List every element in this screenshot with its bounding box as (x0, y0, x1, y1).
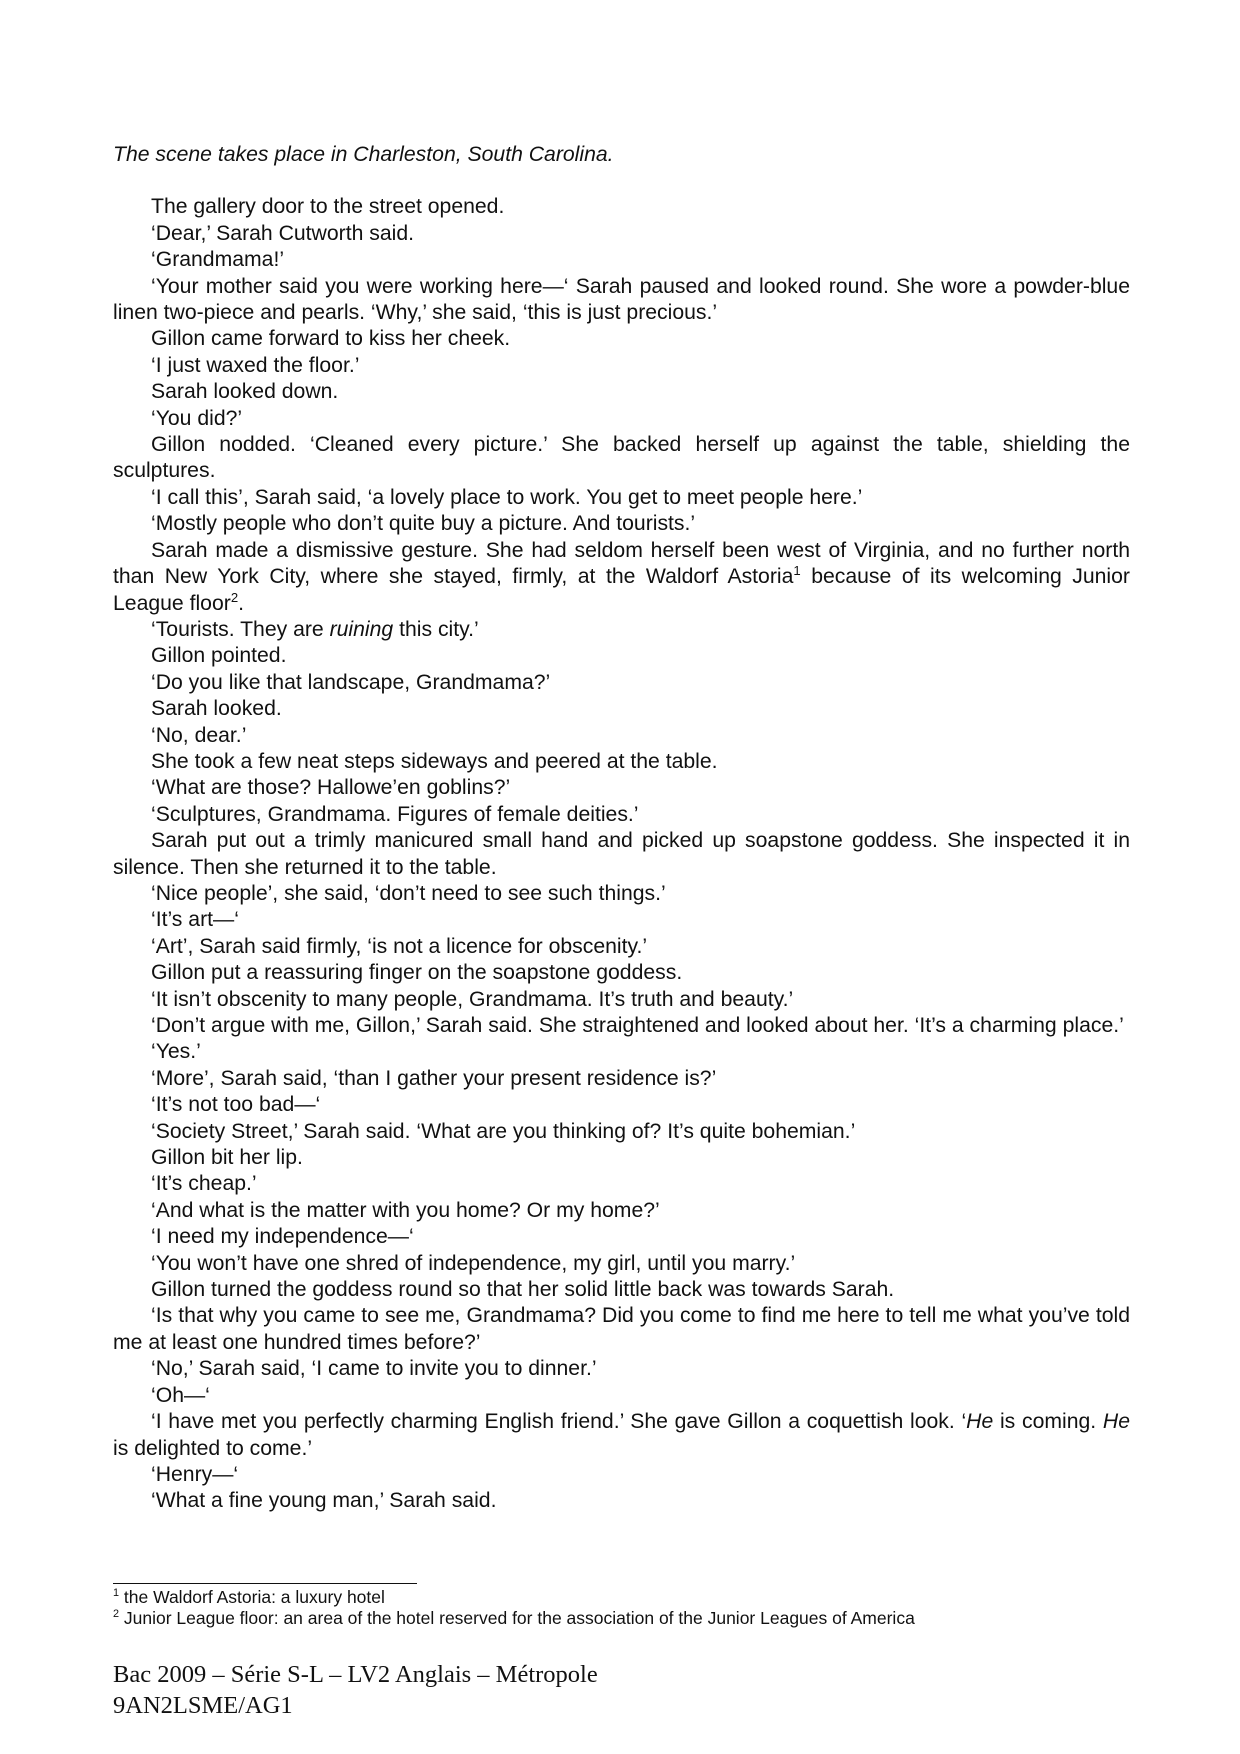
text-run: is coming. (993, 1410, 1103, 1434)
text-run: ‘It isn’t obscenity to many people, Grandmama. It’s truth and beauty.’ (151, 987, 794, 1011)
scene-intro: The scene takes place in Charleston, South Carolina. (113, 143, 614, 166)
paragraph (113, 960, 1130, 986)
text-run: ‘More’, Sarah said, ‘than I gather your present residence is?’ (151, 1066, 717, 1090)
paragraph (113, 1488, 1130, 1514)
text-run: ‘Sculptures, Grandmama. Figures of female deities.’ (151, 802, 639, 826)
paragraph (113, 987, 1130, 1013)
main-text (113, 142, 1130, 1515)
text-run: ‘Mostly people who don’t quite buy a picture. And tourists.’ (151, 512, 696, 536)
text-run: Sarah made a dismissive gesture. She had seldom herself been west of Virginia, and no further north than New York City, where she stayed, firmly, at the Waldorf Astoria (113, 538, 1130, 589)
text-run: ‘Nice people’, she said, ‘don’t need to see such things.’ (151, 881, 666, 905)
text-run: Gillon put a reassuring finger on the soapstone goddess. (151, 961, 683, 985)
text-run: Gillon pointed. (151, 644, 287, 668)
paragraph (113, 802, 1130, 828)
exam-code: 9AN2LSME/AG1 (113, 1692, 293, 1719)
exam-title: Bac 2009 – Série S-L – LV2 Anglais – Métropole (113, 1661, 598, 1688)
text-run: Sarah looked down. (151, 380, 339, 404)
text-run: ‘I just waxed the floor.’ (151, 353, 360, 377)
paragraph (113, 775, 1130, 801)
paragraph (113, 353, 1130, 379)
paragraph (113, 1171, 1130, 1197)
paragraph (113, 881, 1130, 907)
footnote-divider (113, 1583, 417, 1584)
text-run: ‘Dear,’ Sarah Cutworth said. (151, 221, 415, 245)
paragraph (113, 907, 1130, 933)
emphasis: ruining (329, 617, 394, 641)
footnote-text: Junior League floor: an area of the hotel reserved for the association of the Junior Leagues of America (119, 1608, 915, 1628)
text-run: Sarah looked. (151, 697, 282, 721)
text-run: Gillon nodded. ‘Cleaned every picture.’ She backed herself up against the table, shielding the sculptures. (113, 433, 1130, 483)
paragraph (113, 617, 1130, 643)
text-run: ‘Society Street,’ Sarah said. ‘What are you thinking of? It’s quite bohemian.’ (151, 1119, 856, 1143)
text-run: ‘Yes.’ (151, 1040, 201, 1064)
paragraph (113, 511, 1130, 537)
text-run: ‘It’s art—‘ (151, 908, 239, 932)
paragraph (113, 538, 1130, 617)
footnote-ref-2: 2 (230, 589, 239, 605)
text-run: Gillon came forward to kiss her cheek. (151, 327, 511, 351)
text-run: because of its welcoming Junior League floor (113, 565, 1130, 615)
footnotes (113, 1587, 1130, 1629)
paragraph (113, 643, 1130, 669)
text-run: ‘What a fine young man,’ Sarah said. (151, 1489, 497, 1513)
emphasis: He (966, 1410, 994, 1434)
footnote-number: 2 (113, 1608, 120, 1621)
text-run: ‘Grandmama!’ (151, 248, 285, 272)
text-run: Sarah put out a trimly manicured small hand and picked up soapstone goddess. She inspected it in silence. Then she returned it to the table. (113, 829, 1130, 879)
text-run: ‘Tourists. They are (151, 617, 330, 641)
paragraph (113, 1303, 1130, 1356)
paragraph (113, 247, 1130, 273)
text-run: is delighted to come.’ (113, 1436, 313, 1460)
paragraph (113, 406, 1130, 432)
text-run: ‘Henry—‘ (151, 1462, 239, 1486)
paragraph (113, 326, 1130, 352)
paragraph (113, 723, 1130, 749)
paragraph (113, 749, 1130, 775)
paragraph (113, 696, 1130, 722)
paragraph (113, 828, 1130, 881)
paragraph (113, 1119, 1130, 1145)
paragraph (113, 1383, 1130, 1409)
text-run: ‘Don’t argue with me, Gillon,’ Sarah said. She straightened and looked about her. ‘It’s a charming place.’ (151, 1014, 1124, 1037)
page-footer (113, 1659, 1013, 1721)
text-run: ‘Is that why you came to see me, Grandmama? Did you come to find me here to tell me what you’ve told me at least one hundred times before?’ (113, 1304, 1130, 1354)
paragraph (113, 1462, 1130, 1488)
text-run: ‘What are those? Hallowe’en goblins?’ (151, 776, 511, 800)
paragraph (113, 432, 1130, 485)
paragraph (113, 485, 1130, 511)
text-run: Gillon bit her lip. (151, 1146, 303, 1170)
footnote-number: 1 (113, 1587, 120, 1600)
paragraph (113, 221, 1130, 247)
paragraph (113, 1092, 1130, 1118)
paragraph (113, 1277, 1130, 1303)
text-run: . (238, 591, 245, 615)
text-run: ‘I need my independence—‘ (151, 1225, 414, 1249)
footnote-2 (113, 1608, 1130, 1629)
paragraph (113, 194, 1130, 220)
paragraph (113, 1039, 1130, 1065)
text-run: ‘No, dear.’ (151, 723, 247, 747)
footnote-text: the Waldorf Astoria: a luxury hotel (119, 1587, 385, 1607)
paragraph (113, 1145, 1130, 1171)
text-run: ‘And what is the matter with you home? Or my home?’ (151, 1198, 660, 1222)
paragraph (113, 274, 1130, 327)
paragraph (113, 1066, 1130, 1092)
emphasis: He (1102, 1410, 1130, 1434)
text-run: ‘I have met you perfectly charming English friend.’ She gave Gillon a coquettish look. ‘ (151, 1410, 967, 1434)
text-run: Gillon turned the goddess round so that her solid little back was towards Sarah. (151, 1278, 895, 1302)
text-run: ‘It’s not too bad—‘ (151, 1093, 321, 1117)
text-run: ‘Your mother said you were working here—‘ Sarah paused and looked round. She wore a powder-blue linen two-piece and pearls. ‘Why,’ she said, ‘this is just precious.’ (113, 274, 1130, 325)
paragraph (113, 1224, 1130, 1250)
paragraph (113, 1409, 1130, 1462)
footnote-ref-1: 1 (793, 563, 801, 579)
footnote-1 (113, 1587, 1130, 1608)
paragraph (113, 670, 1130, 696)
paragraph (113, 1251, 1130, 1277)
text-run: ‘It’s cheap.’ (151, 1172, 257, 1196)
text-run: The gallery door to the street opened. (151, 195, 505, 219)
paragraph (113, 1013, 1130, 1039)
text-run: She took a few neat steps sideways and peered at the table. (151, 749, 718, 773)
text-run: ‘You did?’ (151, 406, 243, 430)
text-run: ‘No,’ Sarah said, ‘I came to invite you to dinner.’ (151, 1357, 597, 1381)
text-run: ‘Art’, Sarah said firmly, ‘is not a licence for obscenity.’ (151, 934, 648, 958)
paragraph (113, 934, 1130, 960)
text-run: ‘Oh—‘ (151, 1383, 210, 1407)
text-run: ‘You won’t have one shred of independence, my girl, until you marry.’ (151, 1251, 796, 1275)
text-run: ‘I call this’, Sarah said, ‘a lovely place to work. You get to meet people here.’ (151, 485, 863, 509)
paragraph (113, 379, 1130, 405)
text-run: this city.’ (393, 617, 479, 641)
paragraph (113, 1356, 1130, 1382)
paragraph (113, 1198, 1130, 1224)
text-run: ‘Do you like that landscape, Grandmama?’ (151, 670, 551, 694)
